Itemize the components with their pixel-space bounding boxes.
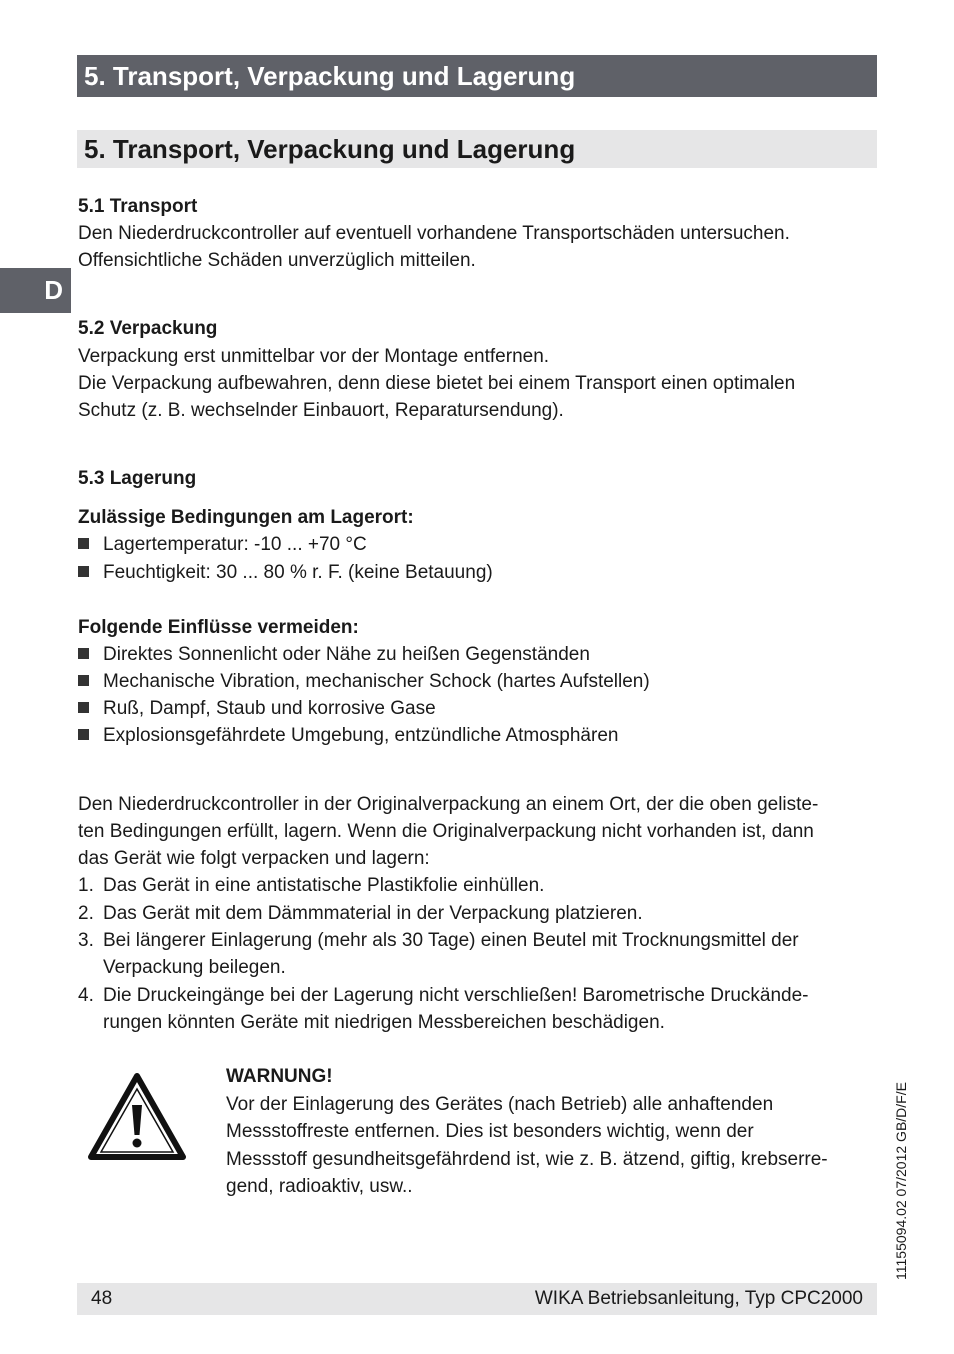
chapter-header: 5. Transport, Verpackung und Lagerung xyxy=(77,55,877,97)
warning-title: WARNUNG! xyxy=(226,1066,333,1087)
conditions-heading: Zulässige Bedingungen am Lagerort: xyxy=(78,507,414,528)
footer-title: WIKA Betriebsanleitung, Typ CPC2000 xyxy=(534,1288,863,1309)
bullet-square-icon xyxy=(78,702,89,713)
warning-line: Vor der Einlagerung des Gerätes (nach Betrieb) alle anhaftenden xyxy=(226,1094,774,1115)
avoid-heading: Folgende Einflüsse vermeiden: xyxy=(78,617,359,638)
bullet-square-icon xyxy=(78,538,89,549)
packaging-heading: 5.2 Verpackung xyxy=(78,318,218,339)
list-item-text: Lagertemperatur: -10 ... +70 °C xyxy=(103,534,367,555)
list-item-text: Ruß, Dampf, Staub und korrosive Gase xyxy=(103,698,436,719)
step-text: Das Gerät mit dem Dämmmaterial in der Verpackung platzieren. xyxy=(103,903,643,924)
bullet-square-icon xyxy=(78,566,89,577)
bullet-square-icon xyxy=(78,675,89,686)
step-number: 3. xyxy=(78,930,94,951)
step-text: rungen könnten Geräte mit niedrigen Messbereichen beschädigen. xyxy=(103,1012,665,1033)
transport-line: Offensichtliche Schäden unverzüglich mitteilen. xyxy=(78,250,476,271)
step-text: Bei längerer Einlagerung (mehr als 30 Tage) einen Beutel mit Trocknungsmittel der xyxy=(103,930,799,951)
warning-line: gend, radioaktiv, usw.. xyxy=(226,1176,413,1197)
list-item xyxy=(78,722,618,749)
storage-heading: 5.3 Lagerung xyxy=(78,468,197,489)
transport-line: Den Niederdruckcontroller auf eventuell vorhandene Transportschäden untersuchen. xyxy=(78,223,790,244)
list-item-text: Feuchtigkeit: 30 ... 80 % r. F. (keine Betauung) xyxy=(103,562,493,583)
document-id: 11155094.02 07/2012 GB/D/F/E xyxy=(893,1082,909,1280)
list-item xyxy=(78,641,590,668)
list-item xyxy=(78,531,367,558)
step-text: Das Gerät in eine antistatische Plastikfolie einhüllen. xyxy=(103,875,545,896)
step-text: Verpackung beilegen. xyxy=(103,957,286,978)
transport-heading: 5.1 Transport xyxy=(78,196,198,217)
packaging-line: Schutz (z. B. wechselnder Einbauort, Reparatursendung). xyxy=(78,400,564,421)
list-item-text: Mechanische Vibration, mechanischer Schock (hartes Aufstellen) xyxy=(103,671,650,692)
bullet-square-icon xyxy=(78,729,89,740)
storage-intro-line: Den Niederdruckcontroller in der Originalverpackung an einem Ort, der die oben geliste- xyxy=(78,794,819,815)
warning-triangle-icon xyxy=(88,1073,186,1161)
packaging-line: Verpackung erst unmittelbar vor der Montage entfernen. xyxy=(78,346,550,367)
storage-intro-line: das Gerät wie folgt verpacken und lagern: xyxy=(78,848,430,869)
step-number: 4. xyxy=(78,985,94,1006)
language-tab: D xyxy=(0,268,71,313)
warning-line: Messstoff gesundheitsgefährdend ist, wie z. B. ätzend, giftig, krebserre- xyxy=(226,1149,828,1170)
step-number: 1. xyxy=(78,875,94,896)
page-number: 48 xyxy=(91,1288,113,1309)
list-item xyxy=(78,668,650,695)
list-item xyxy=(78,559,493,586)
bullet-square-icon xyxy=(78,648,89,659)
list-item-text: Explosionsgefährdete Umgebung, entzündliche Atmosphären xyxy=(103,725,619,746)
storage-intro-line: ten Bedingungen erfüllt, lagern. Wenn die Originalverpackung nicht vorhanden ist, dann xyxy=(78,821,814,842)
step-text: Die Druckeingänge bei der Lagerung nicht verschließen! Barometrische Druckände- xyxy=(103,985,809,1006)
packaging-line: Die Verpackung aufbewahren, denn diese bietet bei einem Transport einen optimalen xyxy=(78,373,796,394)
list-item-text: Direktes Sonnenlicht oder Nähe zu heißen Gegenständen xyxy=(103,644,590,665)
step-number: 2. xyxy=(78,903,94,924)
list-item xyxy=(78,695,436,722)
warning-line: Messstoffreste entfernen. Dies ist besonders wichtig, wenn der xyxy=(226,1121,754,1142)
section-title: 5. Transport, Verpackung und Lagerung xyxy=(77,130,877,168)
